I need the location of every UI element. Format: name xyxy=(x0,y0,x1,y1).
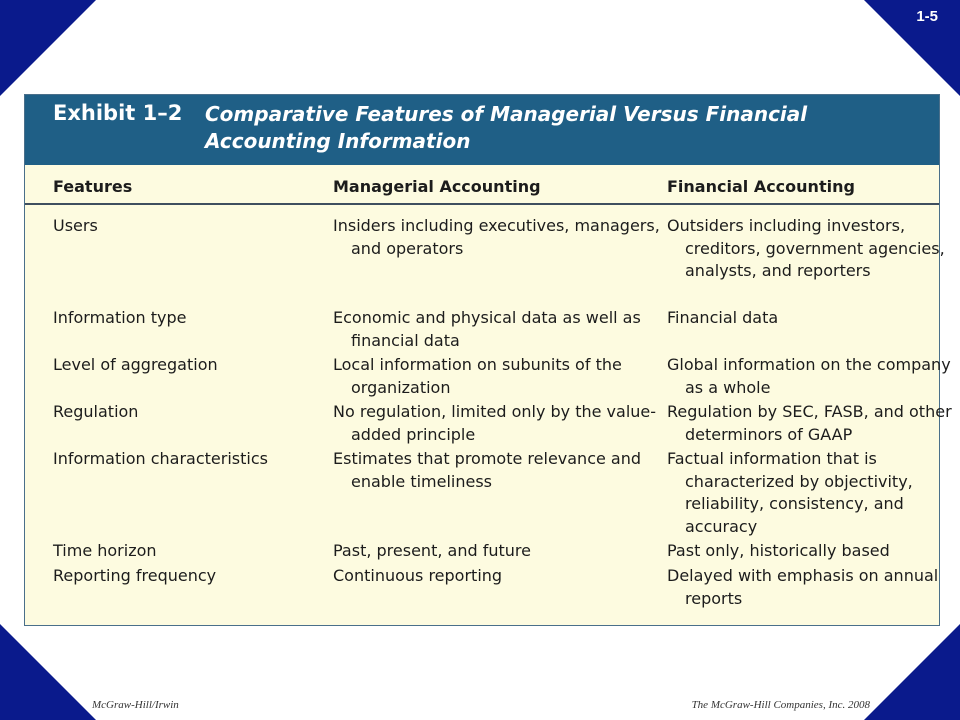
managerial-cell: Local information on subunits of the organization xyxy=(333,355,622,397)
financial-cell: Past only, historically based xyxy=(667,541,890,560)
managerial-cell: No regulation, limited only by the value-added principle xyxy=(333,402,657,444)
corner-decoration-top-left xyxy=(0,0,96,96)
financial-cell: Factual information that is characterized by objectivity, reliability, consistency, and accuracy xyxy=(667,449,913,536)
table-row xyxy=(25,448,939,538)
financial-cell: Outsiders including investors, creditors, government agencies, analysts, and reporters xyxy=(667,216,945,280)
table-body xyxy=(25,205,952,610)
feature-cell: Reporting frequency xyxy=(53,566,217,585)
column-header-managerial: Managerial Accounting xyxy=(333,177,541,196)
table-row xyxy=(25,307,939,352)
slide-number: 1-5 xyxy=(916,8,938,25)
table-row xyxy=(25,540,939,563)
exhibit-title: Comparative Features of Managerial Versus Financial Accounting Information xyxy=(205,102,808,153)
table-row xyxy=(25,401,952,446)
managerial-cell: Estimates that promote relevance and enable timeliness xyxy=(333,449,642,491)
feature-cell: Time horizon xyxy=(53,541,157,560)
corner-decoration-top-right xyxy=(864,0,960,96)
exhibit-label: Exhibit 1–2 xyxy=(53,101,183,125)
financial-cell: Financial data xyxy=(667,308,779,327)
managerial-cell: Continuous reporting xyxy=(333,566,503,585)
table-row xyxy=(25,354,951,399)
exhibit-table xyxy=(24,94,952,626)
column-header-features: Features xyxy=(53,177,133,196)
financial-cell: Delayed with emphasis on annual reports xyxy=(667,566,939,608)
managerial-cell: Past, present, and future xyxy=(333,541,531,560)
feature-cell: Regulation xyxy=(53,402,139,421)
financial-cell: Regulation by SEC, FASB, and other determinors of GAAP xyxy=(667,402,952,444)
feature-cell: Information type xyxy=(53,308,187,327)
corner-decoration-bottom-right xyxy=(864,624,960,720)
feature-cell: Information characteristics xyxy=(53,449,268,468)
table-row xyxy=(25,215,945,305)
column-header-financial: Financial Accounting xyxy=(667,177,855,196)
footer-publisher: McGraw-Hill/Irwin xyxy=(92,699,179,711)
managerial-cell: Insiders including executives, managers, and operators xyxy=(333,216,660,258)
column-headers xyxy=(25,165,939,205)
managerial-cell: Economic and physical data as well as financial data xyxy=(333,308,641,350)
table-row xyxy=(25,565,939,610)
footer-copyright: The McGraw-Hill Companies, Inc. 2008 xyxy=(691,699,870,711)
feature-cell: Users xyxy=(53,216,98,235)
corner-decoration-bottom-left xyxy=(0,624,96,720)
financial-cell: Global information on the company as a whole xyxy=(667,355,951,397)
exhibit-header xyxy=(25,95,939,165)
feature-cell: Level of aggregation xyxy=(53,355,218,374)
